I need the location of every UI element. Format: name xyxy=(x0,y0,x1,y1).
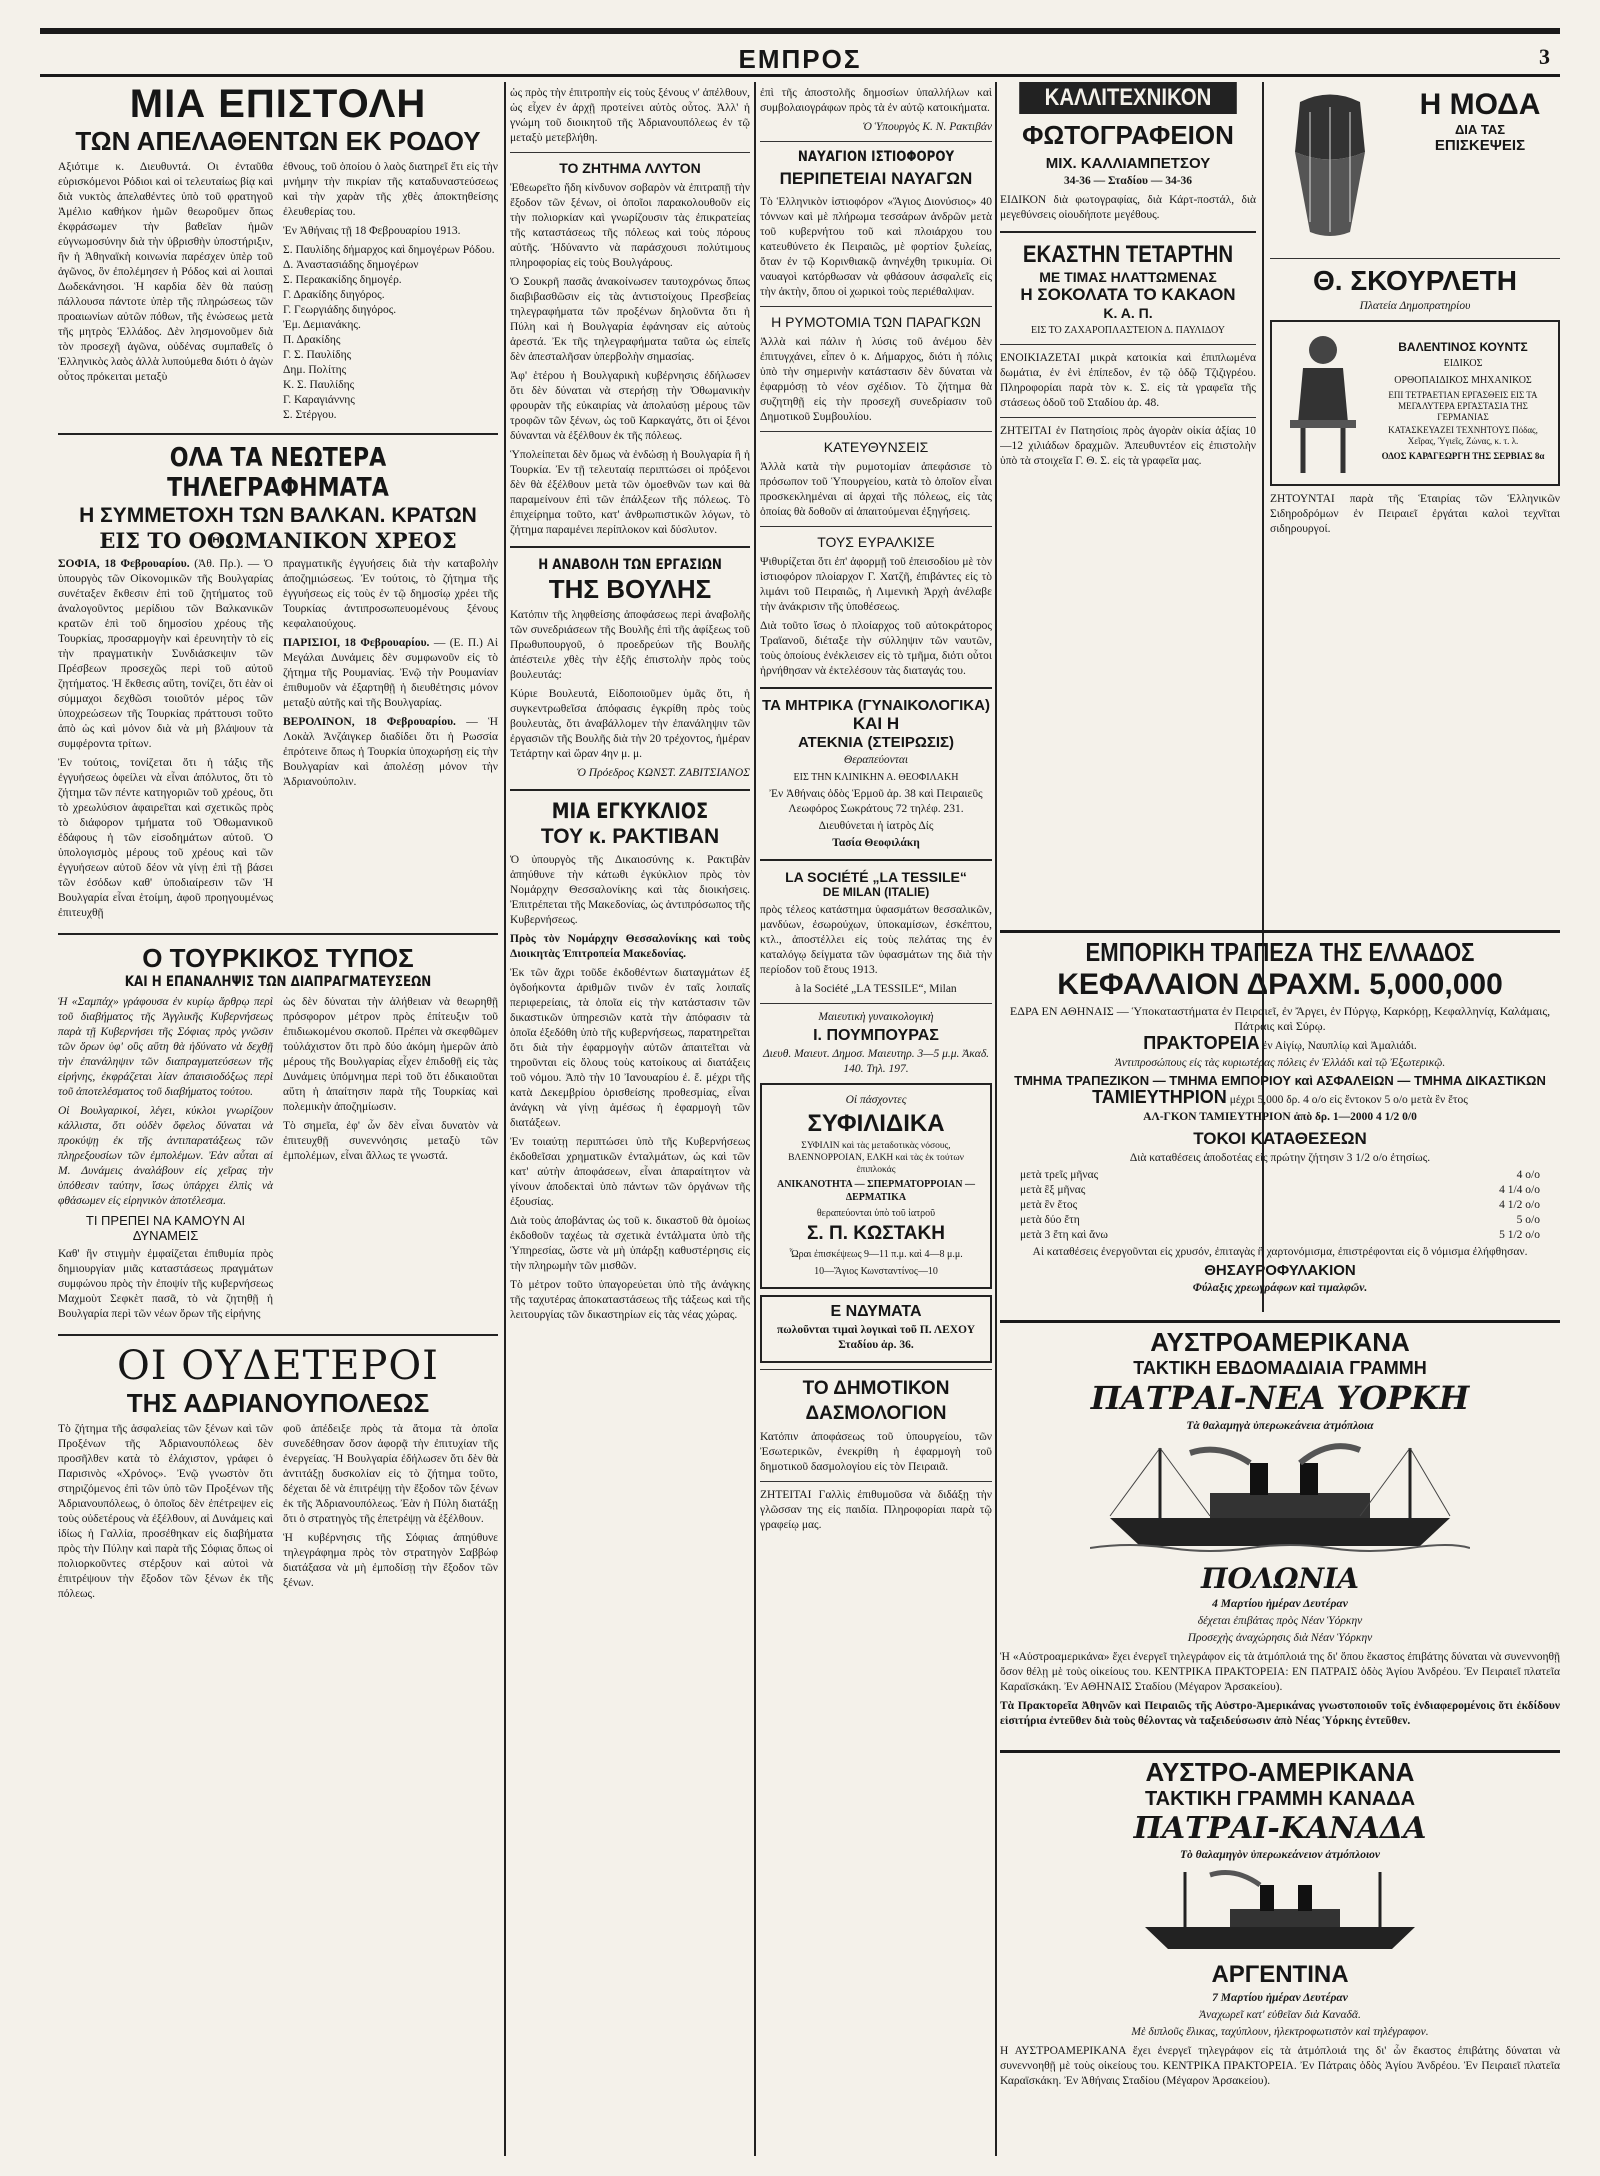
bank-ad xyxy=(1000,930,1560,1310)
ad-text: ΣΥΦΙΛΙΝ καὶ τὰς μεταδοτικὰς νόσους, ΒΛΕΝΝΟΡΡΟΙΑΝ, ΕΛΚΗ καὶ τὰς ἐκ τούτων ἐπιπλοκάς xyxy=(788,1141,964,1175)
ad-text: ΕΔΡΑ ΕΝ ΑΘΗΝΑΙΣ — Ὑποκαταστήματα ἐν Πειραιεῖ, ἐν Ἄργει, ἐν Πύργῳ, Καρκόρῃ, Κεφαλληνίᾳ, Καλάμαις, Πάτραις καὶ Σύρῳ. xyxy=(1009,1004,1551,1033)
signatory: Γ. Γεωργιάδης διηγόρος. xyxy=(283,304,397,316)
ad-subheadline: ΔΙΑ ΤΑΣ xyxy=(1454,122,1506,137)
ad-text: δέχεται ἐπιβάτας πρὸς Νέαν Ὑόρκην xyxy=(1197,1615,1363,1627)
ad-headline: Ι. ΠΟΥΜΠΟΥΡΑΣ xyxy=(813,1027,939,1044)
ad-text: θεραπεύονται ὑπὸ τοῦ ἰατροῦ xyxy=(816,1208,936,1219)
classified-ad: ΖΗΤΟΥΝΤΑΙ παρὰ τῆς Ἑταιρίας τῶν Ἑλληνικῶν Σιδηροδρόμων ἐν Πειραιεῖ ἐργάται καλοὶ τεχνῖται σιδηρουργοί. xyxy=(1270,493,1560,535)
letter-date: Ἐν Ἀθήναις τῇ 18 Φεβρουαρίου 1913. xyxy=(283,225,461,237)
ad-headline: ΑΥΣΤΡΟ-ΑΜΕΡΙΚΑΝΑ xyxy=(1145,1757,1415,1787)
article-subhead: ΤΙ ΠΡΕΠΕΙ ΝΑ ΚΑΜΟΥΝ ΑΙ ΔΥΝΑΜΕΙΣ xyxy=(85,1213,246,1243)
classified-ad: ΕΝΟΙΚΙΑΖΕΤΑΙ μικρὰ κατοικία καὶ ἐπιπλωμένα δωμάτια, ἐν ἑνὶ ἐπίπεδον, ἐν τῷ ὁδῷ Τζιζιγρέου. Πληροφορίαι παρὰ τὸν κ. Σ. εἰς τὰ γραφεῖα τῆς στάσεως ὁδοῦ τοῦ Σταδίου ἀρ. 48. xyxy=(1000,352,1256,409)
photo-ad xyxy=(1000,82,1256,223)
ad-headline: ΤΑ ΜΗΤΡΙΚΑ (ΓΥΝΑΙΚΟΛΟΓΙΚΑ) xyxy=(762,697,990,714)
signature: Ὁ Ὑπουργὸς Κ. Ν. Ρακτιβάν xyxy=(862,121,992,133)
telegrams-subtitle-2: ΕΙΣ ΤΟ ΟΘΩΜΑΝΙΚΟΝ ΧΡΕΟΣ xyxy=(99,528,457,553)
ad-headline: ΚΑΙ Η xyxy=(852,714,900,733)
article-body: Τὸ Ἑλληνικὸν ἱστιοφόρον «Ἅγιος Διονύσιος» 40 τόννων καὶ μὲ πλήρωμα τεσσάρων ἀνδρῶν μετὰ τοῦ κυβερνήτου τοῦ καὶ πλοιάρχου του κατευθύνετο ἐκ Πειραιῶς, μὲ φορτίον ξυλείας, ὅταν ἐν τῷ Κορινθιακῷ ἀνηνέχθη τρικυμία. Οἱ ναυαγοὶ κατόρθωσαν νὰ φθάσουν ἀσφαλεῖς εἰς τὴν ἀκτὴν, ὅπου οἱ χωρικοὶ τοὺς περιέθαλψαν. xyxy=(760,196,992,298)
article-body: Ἀλλὰ κατὰ τὴν ρυμοτομίαν ἀπεφάσισε τὸ πρόσωπον τοῦ Ὑπουργείου, κατὰ τὸ ὁποῖον εἶναι προσκεκλημέναι αἱ ἀρχαὶ τῆς πόλεως, εἰς τὰς ὁποίας θὰ δοθοῦν αἱ ἀπαιτούμεναι ἐξηγήσεις. xyxy=(760,461,992,518)
ad-subheadline: ΠΡΑΚΤΟΡΕΙΑ xyxy=(1143,1033,1260,1053)
page-number: 3 xyxy=(1539,44,1550,69)
ad-text: Διευθύνεται ἡ ἰατρὸς Δίς xyxy=(818,820,934,832)
article-body: Ἡ «Σαμπάχ» γράφουσα ἐν κυρίῳ ἄρθρῳ περὶ τοῦ διαβήματος τῆς Ἀγγλικῆς Κυβερνήσεως παρὰ τῇ Κυβερνήσει τῆς Σόφιας πρὸς γνῶσιν τῶν ὅρων ὑφ' οὓς αὕτη θὰ ἠδύνατο νὰ δεχθῇ τὴν ἐπανάληψιν τῶν διαπραγματεύσεων τῆς εἰρήνης, ἐκφράζεται λίαν ἀπαισιοδόξως περὶ τοῦ ἀποτελέσματος τοῦ διαβήματος τούτου. xyxy=(58,996,273,1098)
ad-headline: ΕΚΑΣΤΗΝ ΤΕΤΑΡΤΗΝ xyxy=(1022,241,1234,268)
article-body: ὡς δὲν δύναται τὴν ἀλήθειαν νὰ θεωρηθῇ πρόσφορον μέτρον πρὸς ἐπίτευξιν τοῦ ἐπιδιωκομένου σκοποῦ. Πρέπει νὰ σκεφθῶμεν τοὐλάχιστον ὅτι πρὸ δύο ἀκόμη ἡμερῶν ἀπὸ μέρους τῆς Βουλγαρίας εἶχεν ἐπιδοθῇ εἰς τὰς Δυνάμεις ὑπόμνημα περὶ τοῦ ὅτι ἐδικαιοῦται αὕτη ἡ ἀπαίτησιν παρὰ τῆς Τουρκίας καὶ πολεμικὴν ἀποζημίωσιν. xyxy=(283,996,498,1113)
ad-headline: ΑΥΣΤΡΟΑΜΕΡΙΚΑΝΑ xyxy=(1150,1327,1410,1357)
ad-subheadline: ΤΑΜΙΕΥΤΗΡΙΟΝ xyxy=(1092,1087,1227,1107)
letter-subtitle: ΤΩΝ ΑΠΕΛΑΘΕΝΤΩΝ ΕΚ ΡΟΔΟΥ xyxy=(75,126,481,156)
syphilis-ad xyxy=(760,1083,992,1289)
letter-body-cont: ἐθνους, τοῦ ὁποίου ὁ λαὸς διατηρεῖ ἔτι εἰς τὴν μνήμην τὴν πικρίαν τῆς καταδυναστεύσεως καὶ τὴν χαρὰν τῆς χθὲς ἀποκτηθείσης ἐλευθερίας του. xyxy=(283,161,498,218)
ad-subheadline: ΜΕ ΤΙΜΑΣ ΗΛΑΤΤΩΜΕΝΑΣ xyxy=(1039,269,1217,285)
article-body: ὡς πρὸς τὴν ἐπιτροπὴν εἰς τοὺς ξένους ν' ἀπέλθουν, ὡς εἶχεν ἐν ἀρχῇ προτείνει αὐτὸς οὗτος. Ἀλλ' ἡ γνώμη τοῦ διοικητοῦ τῆς Ἀδριανουπόλεως ἐν τῷ μεταξὺ μετεβλήθη. xyxy=(510,87,750,144)
customs-subtitle: ΔΑΣΜΟΛΟΓΙΟΝ xyxy=(805,1403,947,1424)
article-body: Πρὸς τὸν Νομάρχην Θεσσαλονίκης καὶ τοὺς Διοικητὰς Ἐπιτροπεία Μακεδονίας. xyxy=(510,933,750,960)
ad-text: ΑΝΙΚΑΝΟΤΗΤΑ — ΣΠΕΡΜΑΤΟΡΡΟΙΑΝ — ΔΕΡΜΑΤΙΚΑ xyxy=(776,1179,976,1203)
rates-table xyxy=(1000,1168,1560,1243)
column-divider xyxy=(995,82,997,2156)
ad-text: Ἀναχωρεῖ κατ' εὐθεῖαν διὰ Καναδᾶ. xyxy=(1199,2009,1361,2021)
turkish-press-subtitle: ΚΑΙ Η ΕΠΑΝΑΛΗΨΙΣ ΤΩΝ ΔΙΑΠΡΑΓΜΑΤΕΥΣΕΩΝ xyxy=(124,974,432,990)
signatory: Κ. Σ. Παυλίδης xyxy=(283,379,355,391)
ship-name: ΠΟΛΩΝΙΑ xyxy=(1201,1562,1359,1595)
dateline: ΒΕΡΟΛΙΝΟΝ, 18 Φεβρουαρίου. xyxy=(283,716,456,728)
ship-name: ΑΡΓΕΝΤΙΝΑ xyxy=(1211,1961,1349,1988)
column-3 xyxy=(760,82,992,2156)
ad-text: Διευθ. Μαιευτ. Δημοσ. Μαιευτηρ. 3—5 μ.μ. Ἀκαδ. 140. Τηλ. 197. xyxy=(762,1048,990,1075)
ad-text: ΕΠΙ ΤΕΤΡΑΕΤΙΑΝ ΕΡΓΑΣΘΕΙΣ ΕΙΣ ΤΑ ΜΕΓΑΛΥΤΕΡΑ ΕΡΓΑΣΤΑΣΙΑ ΤΗΣ ΓΕΡΜΑΝΙΑΣ xyxy=(1388,390,1538,422)
signatory: Ἐμ. Δεμιανάκης. xyxy=(283,319,361,331)
signatory: Σ. Στέργου. xyxy=(283,409,337,421)
ad-text: ΕΙΣ ΤΟ ΖΑΧΑΡΟΠΛΑΣΤΕΙΟΝ Δ. ΠΑΥΛΙΔΟΥ xyxy=(1031,325,1225,336)
letter-title: ΜΙΑ ΕΠΙΣΤΟΛΗ xyxy=(129,82,427,126)
article-body: Τὸ μέτρον τοῦτο ὑπαγορεύεται ὑπὸ τῆς ἀνάγκης τῆς ταχυτέρας ἀποκαταστάσεως τῆς τάξεως καὶ τῆς λειτουργίας τῶν δικαστηρίων εἰς τὰς νέας χώρας. xyxy=(510,1279,750,1321)
circular-title: ΜΙΑ ΕΓΚΥΚΛΙΟΣ xyxy=(551,799,709,823)
ad-text: Μαιευτικὴ γυναικολογικὴ xyxy=(818,1011,934,1023)
article-body: Ὁ ὑπουργὸς τῆς Δικαιοσύνης κ. Ρακτιβὰν ἀπηύθυνε τὴν κάτωθι ἐγκύκλιον πρὸς τὸν Νομάρχην Θεσσαλονίκης καὶ τὰς διοικήσεις. Ἐπιτρέπεται τῆς Μακεδονίας, ὡς ἀντιπρόσωπος τῆς Κυβερνήσεως. xyxy=(510,854,750,926)
ad-headline: ΚΑΛΛΙΤΕΧΝΙΚΟΝ xyxy=(1019,82,1237,114)
ad-text: 34-36 — Σταδίου — 34-36 xyxy=(1063,175,1193,187)
masthead-rule xyxy=(40,74,1560,77)
signatory: Γ. Καραγιάννης xyxy=(283,394,355,406)
article-body: φοῦ ἀπέδειξε πρὸς τὰ ἄτομα τὰ ὁποῖα συνεδέθησαν ὅσον ἀφορᾷ τὴν ἐπιτυχίαν τῆς ἐνεργείας. Ἡ Βουλγαρία ἐδήλωσεν ὅτι δὲν θὰ ἀντιτάξῃ δυσκολίαν εἰς τὸ ζήτημα τοῦτο, δέχεται δὲ νὰ ἐπιτρέψῃ τὴν ἔξοδον τῶν ξένων ἐκ τῆς Ἀδριανουπόλεως. Ἐὰν ἡ Πύλη διατάξῃ ὅτι ὁ στρατηγὸς τῆς ἐπετρέψῃ νὰ ἐξέλθουν. xyxy=(283,1423,498,1525)
ad-text: ΟΔΟΣ ΚΑΡΑΓΕΩΡΓΗ ΤΗΣ ΣΕΡΒΙΑΣ 8α xyxy=(1381,451,1545,461)
telegram-body: — Ἡ Λοκὰλ Ἀνζάιγκερ διαδίδει ὅτι ἡ Ρωσσία ἐπρότεινε ὅπως ἡ Τουρκία ὑποχωρήσῃ εἰς τὴν Βουλγαρίαν καὶ ἀπολέσῃ μόνον τὴν Ἀδριανούπολιν. xyxy=(283,716,498,788)
telegrams-title: ΟΛΑ ΤΑ ΝΕΩΤΕΡΑ ΤΗΛΕΓΡΑΦΗΜΑΤΑ xyxy=(167,443,389,503)
article-body: Ἀφ' ἑτέρου ἡ Βουλγαρικὴ κυβέρνησις ἐδήλωσεν ὅτι δὲν δύναται νὰ στερήσῃ τὴν Ὀθωμανικὴν φρουρὰν τῆς εὐκαιρίας νὰ ἀπολαύσῃ μέρους τῶν τροφῶν τῶν ξένων, ὡς τοῦ Καρκαγάτς, ὅτι οἱ ξένοι δύνανται νὰ ἐξέλθουν ἐκ τῆς πόλεως. xyxy=(510,370,750,442)
rate-row: μετὰ τρεῖς μῆνας 4 ο/ο xyxy=(1020,1169,1540,1181)
ruling-title: Η ΡΥΜΟΤΟΜΙΑ ΤΩΝ ΠΑΡΑΓΚΩΝ xyxy=(771,314,981,330)
tessile-ad xyxy=(760,869,992,997)
lost-title: ΤΟΥΣ ΕΥΡΑΛΚΙΣΕ xyxy=(817,534,935,550)
clinic-ad xyxy=(760,697,992,851)
austro-ad-2 xyxy=(1000,1750,1560,2156)
ad-text: Τασία Θεοφιλάκη xyxy=(832,837,920,849)
ad-text: Φύλαξις χρεωγράφων καὶ τιμαλφῶν. xyxy=(1192,1282,1368,1294)
ad-text: Οἱ πάσχοντες xyxy=(845,1094,907,1106)
ad-text: Διὰ καταθέσεις ἀποδοτέας εἰς πρώτην ζήτησιν 3 1/2 ο/ο ἐτησίως. xyxy=(1129,1152,1431,1164)
masthead xyxy=(40,44,1560,72)
ad-text: ΕΙΔΙΚΟΝ διὰ φωτογραφίας, διὰ Κάρτ-ποστάλ, διὰ μεγεθύνσεις οἱουδήποτε μεγέθους. xyxy=(1000,194,1256,221)
ad-text: Ἐν Ἀθήναις ὁδὸς Ἑρμοῦ ἀρ. 38 καὶ Πειραιεῦς Λεωφόρος Σωκράτους 72 τηλέφ. 231. xyxy=(769,788,983,815)
dateline: ΣΟΦΙΑ, 18 Φεβρουαρίου. xyxy=(58,558,190,570)
gyn-ad xyxy=(760,1010,992,1077)
ad-text: à la Société „LA TESSILE“, Milan xyxy=(795,983,957,995)
article-body: Ἀλλὰ καὶ πάλιν ἡ λύσις τοῦ ἀνέμου δὲν ἐπιτυγχάνει, εἶπεν ὁ κ. Δήμαρχος, διότι ἡ πόλις ὑπὸ τὴν σημερινὴν κατάστασιν δὲν δύναται νὰ ἐφαρμόσῃ τὸ νέον σχέδιον. Τὸ ζήτημα θὰ συζητηθῇ εἰς τὴν προσεχῆ συνεδρίασιν τοῦ Δημοτικοῦ Συμβουλίου. xyxy=(760,336,992,423)
article-body: Τὸ ζήτημα τῆς ἀσφαλείας τῶν ξένων καὶ τῶν Προξένων τῆς Ἀδριανουπόλεως δὲν προσῆλθεν κατὰ τὸ ἐλάχιστον, γράφει ὁ Παρισινὸς «Χρόνος». Ἐνῷ γνωστὸν ὅτι στηριζόμενος ἐπὶ τῶν ὑπὸ τῶν Προξένων τῆς Ἀδριανουπόλεως, ὁ ὁποῖος δὲν ἐπέτρεψεν εἰς τοὺς οὐδετέρους νὰ ἐξέλθουν, αἱ Δυνάμεις καὶ ἰδίως ἡ Γαλλία, προσέθηκαν εἰς διαβήματα πρὸς τὴν Πύλην καὶ παρὰ τῆς Σόφιας ὅπως οἱ πολιορκοῦντες στέρξουν καὶ αὐτοὶ νὰ ἐπιτρέψουν τὴν ἔξοδον τῶν ξένων ἐκ τῆς πόλεως. xyxy=(58,1423,273,1600)
ad-text: Η ΑΥΣΤΡΟΑΜΕΡΙΚΑΝΑ ἔχει ἐνεργεῖ τηλεγράφον εἰς τὰ ἀτμόπλοιά της δι' ὧν ἕκαστος ἐπιβάτης δύναται νὰ συνεννοηθῇ μὲ τοὺς οἰκείους του. ΚΕΝΤΡΙΚΑ ΠΡΑΚΤΟΡΕΙΑ. Ἐν Πάτραις ὁδὸς Ἁγίου Ἀνδρέου. Ἐν Πειραιεῖ πλατεῖα Καραϊσκάκη. Ἐν Ἀθήναις Σταδίου (Μέγαρον Ἀρσακείου). xyxy=(1000,2045,1560,2087)
ad-headline: Η ΜΟΔΑ xyxy=(1419,88,1541,121)
ad-headline: Ε ΝΔΥΜΑΤΑ xyxy=(830,1303,922,1320)
telegram-body: πραγματικῆς ἐγγυήσεις διὰ τὴν καταβολὴν ἀποζημιώσεως. Ἐν τούτοις, τὸ ζήτημα τῆς ἐγγυήσεως εἰς τοὺς ἐν τῷ δημοσίῳ χρέει τῆς Τουρκίας ἀντιπροσωπευομένους ξένους κεφαλαιούχους. xyxy=(283,558,498,630)
ad-text: 10—Ἅγιος Κωνσταντίνος—10 xyxy=(814,1266,938,1277)
column-1 xyxy=(58,82,498,2156)
article-body: Ὑπολείπεται δὲν ὅμως νὰ ἐνδώσῃ ἡ Βουλγαρία ἢ ἡ Τουρκία. Ἐν τῇ τελευταίᾳ περιπτώσει οἱ πρόξενοι δὲν θὰ ἐξέλθουν μετὰ τῶν ὁμοεθνῶν των καὶ θὰ παραμείνουν ἐπὶ τῶν ἐπάλξεων τῆς πόλεως. Τὸ ἐπιχείρημα τοῦτο, κατ' ἀνθρωπιστικῶν λόγων, τὸ ζήτημα παραμένει περίπλοκον καὶ δύσλυτον. xyxy=(510,449,750,536)
column-divider xyxy=(504,82,506,2156)
column-divider xyxy=(754,82,756,2156)
rate-row: μετὰ ἓν ἔτος 4 1/2 ο/ο xyxy=(1020,1199,1540,1211)
ad-headline: ΦΩΤΟΓΡΑΦΕΙΟΝ xyxy=(1022,120,1234,150)
column-4 xyxy=(1000,82,1256,922)
koyntz-ad xyxy=(1270,320,1560,486)
ad-headline: ΕΜΠΟΡΙΚΗ ΤΡΑΠΕΖΑ ΤΗΣ ΕΛΛΑΔΟΣ xyxy=(1085,937,1475,967)
ad-subheadline: ΤΜΗΜΑ ΤΡΑΠΕΖΙΚΟΝ — ΤΜΗΜΑ ΕΜΠΟΡΙΟΥ καὶ ΑΣΦΑΛΕΙΩΝ — ΤΜΗΜΑ ΔΙΚΑΣΤΙΚΩΝ xyxy=(1014,1073,1546,1088)
newspaper-name: ΕΜΠΡΟΣ xyxy=(738,44,862,74)
telegram-body: Ἐν τούτοις, τονίζεται ὅτι ἡ τάξις τῆς ἐγγυήσεως ὀφείλει νὰ εἶναι ἀπόλυτος, ὅτι τὸ ζήτημα τῶν πέντε κατηγοριῶν τοῦ χρέους, ὅτι τὸ χρεωλύσιον ἀφαιρεῖται καὶ σχετικῶς πρὸς τὸ διάφορον τμήματα τοῦ Ὀθωμανικοῦ ἐδάφους ἡ τῶν εἰσοδημάτων αὐτοῦ. Ὁ ὑπολογισμὸς μέρους τοῦ χρέους καὶ τῶν ἐγγυήσεων αὐτοῦ δέον νὰ γίνῃ ἐπὶ τῇ βάσει τῶν ἐσόδων καθ' ὑποδιαίρεσιν τῶν Ἡ Βουλγαρία εἶναι ἑτοίμη, ἀφοῦ προηγουμένως ἐπιτευχθῇ xyxy=(58,757,273,919)
rate-row: μετὰ ἓξ μῆνας 4 1/4 ο/ο xyxy=(1020,1184,1540,1196)
ad-text: Τὰ Πρακτορεῖα Ἀθηνῶν καὶ Πειραιῶς τῆς Αὐστρο-Ἀμερικάνας γνωστοποιοῦν τοῖς ἐνδιαφερομένοις ὅτι ἐκδίδουν εἰσιτήρια ἐντεῦθεν διὰ τοὺς θέλοντας νὰ ταξειδεύσωσιν ἀπὸ Νέας Ὑόρκης ἐντεῦθεν. xyxy=(1000,1700,1560,1727)
article-body: ἐπὶ τῆς ἀποστολῆς δημοσίων ὑπαλλήλων καὶ συμβολαιογράφων πρὸς τὰ ἐν αὐτῷ κατοικήματα. xyxy=(760,87,992,114)
ad-headline: ΠΑΤΡΑΙ-ΝΕΑ ΥΟΡΚΗ xyxy=(1090,1379,1470,1417)
article-body: Ὁ Σουκρῆ πασᾶς ἀνακοίνωσεν ταυτοχρόνως ὅπως διαβιβασθῶσιν εἰς τὰς ἀντιστοίχους Πρεσβείας τηλεγραφήματα τῶν προξένων δηλοῦντα ὅτι ἡ Πύλη καὶ ἡ Βουλγαρία ἐφάνησαν εἰς αὐτοὺς ἀρεστά. Ἐκ τῆς τηλεγραφήματα ταῦτα ὡς εἰπεῖς δὲν ἀπεσταλῆσαν ὑπερβολὴν σημασίας. xyxy=(510,276,750,363)
ad-headline: ΣΥΦΙΛΙΔΙΚΑ xyxy=(807,1110,945,1137)
parliament-title: Η ΑΝΑΒΟΛΗ ΤΩΝ ΕΡΓΑΣΙΩΝ xyxy=(538,557,722,573)
ad-text: Ἡ «Αὐστροαμερικάνα» ἔχει ἐνεργεῖ τηλεγράφον εἰς τὰ ἀτμόπλοιά της δι' ὅπου ἕκαστος ἐπιβάτης δύναται νὰ συνεννοηθῇ ὅσον θέλῃ μὲ τοὺς οἰκείους του. ΚΕΝΤΡΙΚΑ ΠΡΑΚΤΟΡΕΙΑ: ΕΝ ΠΑΤΡΑΙΣ ὁδὸς Ἁγίου Ἀνδρέου. Ἐν Πειραιεῖ πλατεῖα Καραϊσκάκη. Ἐν ΑΘΗΝΑΙΣ Σταδίου (Μέγαρον Ἀρσακείου). xyxy=(1000,1651,1560,1693)
top-rule xyxy=(40,28,1560,34)
article-body: Καθ' ἣν στιγμὴν ἐμφαίζεται ἐπιθυμία πρὸς δημιουργίαν μιᾶς καταστάσεως πραγμάτων συμφώνου πρὸς τὴν ἐποψίν τῆς κυβερνήσεως Μαχμοὺτ Σεφκὲτ πασᾶ, τὸ νὰ ζητηθῇ ἡ Βουλγαρία περὶ τῶν νέων ὅρων τῆς εἰρήνης xyxy=(58,1248,273,1320)
ad-text: Τὸ θαλαμηγὸν ὑπερωκεάνειον ἀτμόπλοιον xyxy=(1179,1849,1381,1861)
letter-body: Αξιότιμε κ. Διευθυντά. Οι ἐνταῦθα εὑρισκόμενοι Ρόδιοι καὶ οἱ τελευταίως βίᾳ καὶ διὰ νυκτὸς ἀπελαθέντες ὑπὸ τοῦ φρατηγοῦ Ἀμέλιο καθήκον ἡμῶν θεωροῦμεν ὅπως ἐκφράσωμεν τὴν βαθεῖαν ἡμῶν εὐγνωμοσύνην διὰ τὴν ὑβρισθὴν ὑποστήριξιν, ἣν ἡ Ἀθηναϊκὴ κοινωνία παρέσχεν ὑπὲρ τοῦ ἀγῶνος, ὃν ἐπολέμησεν ἡ Ρόδος καὶ αἱ λοιπαὶ Δωδεκάνησοι. Ἡ καρδία δὲν θὰ παύσῃ πάλλουσα πάντοτε ὑπὲρ τῆς πληρώσεως τῶν προαιωνίων αὐτῶν πόθων, τῆς ἑνώσεως μετὰ τῆς μητρὸς Ἑλλάδος. Δὲν λησμονοῦμεν διὰ τὸν προσεχῆ ἀγῶνα, οὐδένας συμπαθεῖς ὁ Ἑλληνικὸς λαὸς ἀλλὰ λυπούμεθα διότι ὁ ἀγὼν οὗτος πρόκειται μεταξὺ xyxy=(58,161,273,383)
ad-headline: Θ. ΣΚΟΥΡΛΕΤΗ xyxy=(1312,265,1518,296)
signatory: Δημ. Πολίτης xyxy=(283,364,347,376)
shipwreck-title: ΝΑΥΑΓΙΟΝ ΙΣΤΙΟΦΟΡΟΥ xyxy=(797,149,955,165)
ad-text: Ἀντιπροσώπους εἰς τὰς κυριωτέρας πόλεις ἐν Ἑλλάδι καὶ τῷ Ἐξωτερικῷ. xyxy=(1114,1057,1446,1069)
shipwreck-subtitle: ΠΕΡΙΠΕΤΕΙΑΙ ΝΑΥΑΓΩΝ xyxy=(779,169,973,188)
ad-subheadline: ΤΟΚΟΙ ΚΑΤΑΘΕΣΕΩΝ xyxy=(1193,1129,1367,1148)
customs-title: ΤΟ ΔΗΜΟΤΙΚΟΝ xyxy=(802,1378,950,1399)
ad-headline: Σ. Π. ΚΩΣΤΑΚΗ xyxy=(807,1223,945,1244)
signature: Ὁ Πρόεδρος ΚΩΝΣΤ. ΖΑΒΙΤΣΙΑΝΟΣ xyxy=(576,767,750,779)
letter-signatories xyxy=(283,243,498,423)
ad-headline: Η ΣΟΚΟΛΑΤΑ ΤΟ ΚΑΚΑΟΝ xyxy=(1020,285,1236,304)
ad-text: Μὲ διπλοῦς ἕλικας, ταχύπλουν, ἠλεκτροφωτιστὸν καὶ τηλέγραφον. xyxy=(1131,2026,1429,2038)
ad-text: ΚΑΤΑΣΚΕΥΑΖΕΙ ΤΕΧΝΗΤΟΥΣ Πόδας, Χεῖρας, Ὑγιεῖς, Ζώνας, κ. τ. λ. xyxy=(1388,425,1538,446)
column-2 xyxy=(510,82,750,2156)
article-body: Ἐν τοιαύτῃ περιπτώσει ὑπὸ τῆς Κυβερνήσεως ἐκδοθεῖσαι χρηματικῶν ἐνταλμάτων, ὡς καὶ τῶν κατ' αὐτὴν ἀποφάσεων, εἶναι ἀπαραίτητον νὰ γίνουν ἀποδεκταὶ ὑπὸ πάντων τῶν ὀργάνων τῆς ἐξουσίας. xyxy=(510,1136,750,1208)
signatory: Γ. Σ. Παυλίδης xyxy=(283,349,352,361)
ad-text: πωλοῦνται τιμαὶ λογικαὶ τοῦ Π. ΛΕΧΟΥ Σταδίου ἀρ. 36. xyxy=(777,1324,975,1351)
telegrams-subtitle: Η ΣΥΜΜΕΤΟΧΗ ΤΩΝ ΒΑΛΚΑΝ. ΚΡΑΤΩΝ xyxy=(79,504,477,527)
steamship-illustration-icon xyxy=(1090,1438,1470,1558)
article-body: Ἐθεωρεῖτο ἤδη κίνδυνον σοβαρὸν νὰ ἐπιτραπῇ τὴν ἔξοδον τῶν ξένων, οἱ ὁποῖοι παρακολουθοῦν εἰς τὴν πολιορκίαν καὶ γνωρίζουσιν τὰς ἐπικρατείας τῆς καταστάσεως τῆς πόλεως καὶ τοὺς πόρους αὐτῆς. Ἠδύναντο νὰ παράσχουσι πολύτιμους πληροφορίας εἰς τοὺς Βουλγάρους. xyxy=(510,182,750,269)
ad-text: Προσεχὴς ἀναχώρησις διὰ Νέαν Ὑόρκην xyxy=(1187,1632,1373,1644)
article-body: Διὰ τοὺς ἀποβάντας ὡς τοῦ κ. δικαστοῦ θὰ ὁμοίως ἐκδοθοῦν ταχέως τὰ σχετικὰ ἐντάλματα ὑπὸ τῆς Ὑπηρεσίας, ὥστε νὰ μὴ ὑπάρξῃ καθυστέρησις εἰς τὴν πληρωμὴν τῶν μισθῶν. xyxy=(510,1215,750,1272)
ad-text: Κ. Α. Π. xyxy=(1103,305,1153,321)
ad-text: ΕΙΔΙΚΟΣ xyxy=(1443,358,1483,369)
classified-ad: ΖΗΤΕΙΤΑΙ Γαλλὶς ἐπιθυμοῦσα νὰ διδάξῃ τὴν γλῶσσαν της εἰς παιδία. Πληροφορίαι παρὰ τῷ γραφείῳ μας. xyxy=(760,1489,992,1531)
austro-ad-1 xyxy=(1000,1320,1560,1740)
telegram-body: — (Ε. Π.) Αἱ Μεγάλαι Δυνάμεις δὲν συμφωνοῦν εἰς τὸ ζήτημα τῆς Ρουμανίας. Ἐνῷ τὴν Ρουμανίαν ἐπιθυμοῦν νὰ ἐξαρτηθῇ ἡ διευθέτησις μόνον μεταξὺ αὐτῆς καὶ τῆς Βουλγαρίας. xyxy=(283,637,498,709)
article-body: Ἐκ τῶν ἄχρι τοῦδε ἐκδοθέντων διαταγμάτων ἐξ ὀγδοήκοντα ἀριθμῶν τινῶν ἐν ταῖς λοιπαῖς περιφερείαις, τὰ ὁποῖα εἰς τὴν κατάστασιν τῶν δικαστικῶν ὑπηρεσιῶν κατὰ τὴν ἀπόφασιν τὰ ὁποῖα ἐξεδόθη ὑπὸ τῆς κυβερνήσεως, παρατηρεῖται ὅτι διὰ τὴν ἐφαρμογὴν αὐτῶν ἀπαιτεῖται νὰ τηροῦνται εἰς ὅλους τοὺς κατοίκους αἱ διατάξεις τοῦ νόμου. Ἀπὸ τὴν 10 Ἰανουαρίου ἐ. ἔ. μέχρι τῆς κατὰ Δεκεμβρίου ὁρισθείσης προθεσμίας, εἶναι ἀνάγκη νὰ γίνῃ ἀμέσως ἡ ἐφαρμογὴ τῶν διατάξεων. xyxy=(510,967,750,1129)
corset-illustration-icon xyxy=(1270,82,1390,242)
lloyd-title: ΤΟ ΖΗΤΗΜΑ ΛΛΥΤΟΝ xyxy=(559,160,701,176)
ad-subheadline: ΤΑΚΤΙΚΗ ΕΒΔΟΜΑΔΙΑΙΑ ΓΡΑΜΜΗ xyxy=(1133,1358,1427,1378)
circular-subtitle: ΤΟΥ κ. ΡΑΚΤΙΒΑΝ xyxy=(540,825,720,848)
article-body: Διὰ τοῦτο ἴσως ὁ πλοίαρχος τοῦ αὐτοκράτορος Τραϊανοῦ, διέταξε τὴν σύλληψιν τῶν ναυτῶν, τοὺς ὁποίους ἐνέκλεισεν εἰς τὸ τμῆμα, διότι οὗτοι ἠρνήθησαν νὰ ἐκτελέσουν τὰς διαταγάς του. xyxy=(760,620,992,677)
fashion-ad xyxy=(1270,82,1560,252)
article-body: Κατόπιν τῆς ληφθείσης ἀποφάσεως περὶ ἀναβολῆς τῶν συνεδριάσεων τῆς Βουλῆς ἐπὶ τῆς ἀφίξεως τοῦ Πρωθυπουργοῦ, ὁ προεδρεύων τῆς Βουλῆς ἀπέστειλε χθὲς τὴν ἑξῆς ἐπιστολὴν πρὸς τοὺς βουλευτάς: xyxy=(510,609,750,681)
ad-subheadline: ΜΙΧ. ΚΑΛΛΙΑΜΠΕΤΣΟΥ xyxy=(1045,155,1211,172)
article-body: Τὸ σημεῖα, ἐφ' ὧν δὲν εἶναι δυνατὸν νὰ ἐπιτευχθῇ συνεννόησις μεταξὺ τῶν ἐμπολέμων, εἶναι ἄλλως τε γνωστά. xyxy=(283,1120,498,1162)
ad-headline: ΚΕΦΑΛΑΙΟΝ ΔΡΑΧΜ. 5,000,000 xyxy=(1057,968,1503,1001)
neutrals-subtitle: ΤΗΣ ΑΔΡΙΑΝΟΥΠΟΛΕΩΣ xyxy=(126,1388,430,1418)
ad-text: μέχρι 5,000 δρ. 4 ο/ο εἰς ἔντοκον 5 ο/ο μετὰ ἓν ἔτος xyxy=(1229,1094,1468,1106)
rate-row: μετὰ δύο ἔτη 5 ο/ο xyxy=(1020,1214,1540,1226)
ad-text: Ὧραι ἐπισκέψεως 9—11 π.μ. καὶ 4—8 μ.μ. xyxy=(789,1249,963,1260)
ad-text: ἐν Αἰγίῳ, Ναυπλίῳ καὶ Ἀμαλιάδι. xyxy=(1262,1040,1417,1052)
ad-text: Τὰ θαλαμηγὰ ὑπερωκεάνεια ἀτμόπλοια xyxy=(1186,1420,1374,1432)
classified-ad: ΖΗΤΕΙΤΑΙ ἐν Πατησίοις πρὸς ἀγορὰν οἰκία ἀξίας 10—12 χιλιάδων δραχμῶν. Ἀπευθυντέον εἰς ἐπιστολὴν ὑπὸ τὰ στοιχεῖα Γ. Θ. Σ. εἰς τὰ γραφεῖα μας. xyxy=(1000,425,1256,467)
article-body: Οἱ Βουλγαρικοί, λέγει, κύκλοι γνωρίζουν κάλλιστα, ὅτι οὐδὲν ὄφελος δύναται νὰ προκύψῃ ἐκ τῆς ἀντιπαρατάξεως τῶν πληρεξουσίων τῶν ἐμπολέμων. Ἐὰν αὗται αἱ Μ. Δυνάμεις ἀναλάβουν εἰς χεῖρας τὴν ὑπόθεσιν ταύτην, ἴσως ὑπάρχει ἐλπὶς νὰ φθάσωμεν εἰς εἰρηνικὸν ἀποτέλεσμα. xyxy=(58,1105,273,1207)
clothing-ad xyxy=(760,1295,992,1363)
signatory: Σ. Περακακίδης δημογέρ. xyxy=(283,274,402,286)
ad-subheadline: DE MILAN (ITALIE) xyxy=(822,885,930,899)
dateline: ΠΑΡΙΣΙΟΙ, 18 Φεβρουαρίου. xyxy=(283,637,430,649)
ad-text: 7 Μαρτίου ἡμέραν Δευτέραν xyxy=(1212,1992,1348,2004)
ad-headline: LA SOCIÉTÉ „LA TESSILE“ xyxy=(785,869,967,885)
article-body: Κύριε Βουλευτά, Εἰδοποιοῦμεν ὑμᾶς ὅτι, ἡ συγκεντρωθεῖσα ἀπόφασις ἐγκρίθη πρὸς τοὺς βουλευτὰς, ὅτι ἀναβάλλομεν τὴν ἐπανάληψιν τῶν ἐργασιῶν τῆς Βουλῆς διὰ τὴν 20 τρέχοντος, ἡμέραν Τετάρτην καὶ ὥραν 4ην μ. μ. xyxy=(510,688,750,760)
steamship-illustration-icon xyxy=(1130,1867,1430,1957)
ad-text: 4 Μαρτίου ἡμέραν Δευτέραν xyxy=(1212,1598,1348,1610)
ad-text: ΑΛ-ΓΚΟΝ ΤΑΜΙΕΥΤΗΡΙΟΝ ἀπὸ δρ. 1—2000 4 1/2 0/0 xyxy=(1143,1111,1417,1123)
ad-headline: ΠΑΤΡΑΙ-ΚΑΝΑΔΑ xyxy=(1133,1811,1427,1846)
article-body: Ψιθυρίζεται ὅτι ἐπ' ἀφορμῇ τοῦ ἐπεισοδίου μὲ τὸν ἱστιοφόρον πλοίαρχον Γ. Χατζῆ, ἐπιβάντες εἰς τὸ λιμάνι τοῦ Πειραιῶς, ἡ Λιμενικὴ Ἀρχὴ ἀνέλαβε τὴν ἀνάκρισιν τῆς ὑποθέσεως. xyxy=(760,556,992,613)
parliament-subtitle: ΤΗΣ ΒΟΥΛΗΣ xyxy=(548,574,712,604)
chocolate-ad xyxy=(1000,241,1256,338)
signatory: Σ. Παυλίδης δήμαρχος καὶ δημογέρων Ρόδου. xyxy=(283,244,495,256)
ad-text: ΟΡΘΟΠΑΙΔΙΚΟΣ ΜΗΧΑΝΙΚΟΣ xyxy=(1394,375,1532,386)
signatory: Γ. Δρακίδης διηγόρος. xyxy=(283,289,385,301)
ad-text: Αἱ καταθέσεις ἐνεργοῦνται εἰς χρυσόν, ἐπιταγὰς ἢ χαρτονόμισμα, ἐπιστρέφονται εἰς ὃ νόμισμα ἐλήφθησαν. xyxy=(1032,1246,1528,1258)
ad-headline: ΒΑΛΕΝΤΙΝΟΣ ΚΟΥΝΤΣ xyxy=(1398,340,1528,354)
neutrals-title: ΟΙ ΟΥΔΕΤΕΡΟΙ xyxy=(117,1343,439,1389)
column-5 xyxy=(1270,82,1560,922)
telegram-body: (Ἀθ. Πρ.). — Ὁ ὑπουργὸς τῶν Οἰκονομικῶν τῆς Βουλγαρίας συνέταξεν ἔκθεσιν ἐπὶ τοῦ ζητήματος τοῦ ἀναλογοῦντος μερίδιου τῶν Βαλκανικῶν κρατῶν ἐπὶ τοῦ δημοσίου χρέους τῆς Τουρκίας, προσαρμογὴν καὶ ἐρευνητὴν τὸ εἰς τὴν πραγματικὴν Συνδιάσκεψιν τῶν Πρέσβεων προσεχῶς περὶ τοῦ αὐτοῦ ζητήματος. Ἡ ἔκθεσις αὕτη, τονίζει, ὅτι ἐὰν οἱ σύμμαχοι δεχθῶσι τοιοῦτόν μέρος τῶν ὑποχρεώσεων τῆς Τουρκίας πράττουσι τοῦτο ἀπὸ ὡς καὶ μόνον διὰ νὰ μὴ βλάψουν τὰ συμφέροντα τρίτων. xyxy=(58,558,273,750)
ad-subheadline: ΘΗΣΑΥΡΟΦΥΛΑΚΙΟΝ xyxy=(1204,1262,1356,1279)
article-body: Ἡ κυβέρνησις τῆς Σόφιας ἀπηύθυνε τηλεγράφημα πρὸς τὸν στρατηγὸν Σαββώφ διατάξασα νὰ μὴ ἐμποδίσῃ τὴν ἔξοδον τῶν ξένων. xyxy=(283,1532,498,1589)
ad-subheadline: ΤΑΚΤΙΚΗ ΓΡΑΜΜΗ ΚΑΝΑΔΑ xyxy=(1144,1788,1416,1810)
seated-figure-icon xyxy=(1278,328,1368,478)
signatory: Δ. Ἀναστασιάδης δημογέρων xyxy=(283,259,419,271)
ad-text: πρὸς τέλεος κατάστημα ὑφασμάτων θεσσαλικῶν, μανδύων, ἐσωρούχων, ὑποκαμίσων, ἐσκέπτου, κτλ., ἀποστέλλει εἰς τοὺς πελάτας της ἐν καταλόγῳ δείγματα τῶν ὑφασμάτων της διὰ τὴν περίοδον τοῦ ἔτους 1913. xyxy=(760,904,992,976)
rate-row: μετὰ 3 ἔτη καὶ ἄνω 5 1/2 ο/ο xyxy=(1020,1229,1540,1241)
ad-text: Πλατεία Δημοπρατηρίου xyxy=(1359,300,1471,312)
ad-text: Θεραπεύονται xyxy=(843,754,909,766)
ad-headline: ΑΤΕΚΝΙΑ (ΣΤΕΙΡΩΣΙΣ) xyxy=(797,734,955,751)
turkish-press-title: Ο ΤΟΥΡΚΙΚΟΣ ΤΥΠΟΣ xyxy=(142,943,414,973)
article-body: Κατόπιν ἀποφάσεως τοῦ ὑπουργείου, τῶν Ἐσωτερικῶν, ἐνεκρίθη ἡ ἐφαρμογὴ τοῦ δημοτικοῦ δασμολογίου εἰς τὸν Πειραιᾶ. xyxy=(760,1431,992,1473)
ad-subheadline: ΕΠΙΣΚΕΨΕΙΣ xyxy=(1434,137,1526,154)
signatory: Π. Δρακίδης xyxy=(283,334,341,346)
prosecution-title: ΚΑΤΕΥΘΥΝΣΕΙΣ xyxy=(823,439,929,455)
ad-text: ΕΙΣ ΤΗΝ ΚΛΙΝΙΚΗΝ Α. ΘΕΟΦΙΛΑΚΗ xyxy=(793,772,959,783)
